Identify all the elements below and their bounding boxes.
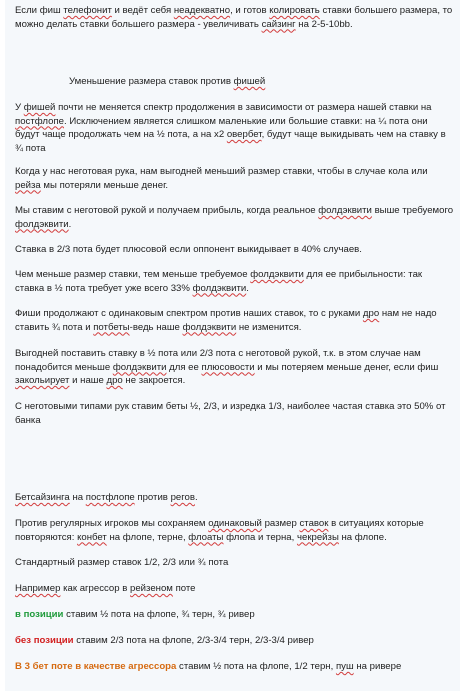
text-run: .	[68, 218, 72, 230]
text-run: У	[15, 102, 24, 113]
line-3bet-pot	[15, 660, 454, 674]
text-run: ставим ½ пота на флопе, 1/2 терн,	[176, 661, 336, 672]
text-run: не изменится.	[236, 321, 302, 333]
misspelled-word: фолдэквити	[182, 321, 237, 333]
paragraph-less-size	[15, 268, 454, 295]
text-run: размер	[261, 518, 300, 529]
text-run: -ведь наше	[129, 321, 183, 333]
text-run: не закроется.	[122, 375, 186, 386]
out-of-position-label: без позиции	[15, 635, 74, 646]
text-run: почти не меняется спектр продолжения в зависимости от размера нашей ставки на	[55, 102, 432, 113]
misspelled-word: неадекватно	[173, 5, 231, 16]
misspelled-word: фолдэквити	[15, 218, 69, 230]
misspelled-word: ставок	[299, 518, 329, 529]
misspelled-word: фишей	[233, 76, 266, 87]
text-run: на ривере	[353, 661, 402, 672]
paragraph-spectrum	[15, 101, 454, 155]
misspelled-word: овербет	[226, 129, 262, 140]
text-run: Чем меньше размер ставки, тем меньше требуемое	[15, 269, 251, 280]
misspelled-word: телефонит	[63, 5, 112, 16]
text-run: на	[69, 492, 86, 503]
misspelled-word: постфлопе	[85, 492, 135, 503]
misspelled-word: постфлопе	[15, 115, 64, 127]
misspelled-word: конбет	[77, 531, 107, 543]
text-run: ставим ½ пота на флопе, ¾ терн, ¾ ривер	[63, 609, 255, 620]
text-run: выше требуемого	[371, 205, 454, 216]
text-run: на флопе, терне,	[106, 531, 189, 543]
text-run: Когда у нас неготовая рука, нам выгодней меньший размер ставки, чтобы в случае кола или	[15, 166, 428, 177]
paragraph-intro	[15, 4, 454, 31]
paragraph-two-thirds: Ставка в 2/3 пота будет плюсовой если оппонент выкидывает в 40% случаев.	[15, 244, 362, 255]
text-run: Мы ставим с неготовой рукой и получаем прибыль, когда реальное	[15, 205, 319, 216]
heading-text: Уменьшение размера ставок против	[69, 76, 234, 87]
misspelled-word: пуш	[335, 661, 354, 672]
misspelled-word: фолдэквити	[250, 269, 304, 280]
line-in-position	[15, 608, 454, 622]
paragraph-same-spectrum	[15, 307, 454, 334]
text-run: ставки большего размера, то можно делать ставки большего размера - увеличивать	[15, 5, 453, 30]
text-run: и наше	[69, 375, 107, 386]
document-page	[5, 0, 460, 691]
misspelled-word: Бетсайзинга	[15, 492, 70, 503]
text-run: поте	[172, 583, 196, 594]
text-run: .	[194, 492, 198, 503]
text-run: для ее	[166, 361, 202, 373]
misspelled-word: фолдэквити	[192, 282, 247, 294]
text-run: . Исключением является слишком маленькие или большие ставки: на ¼ пота они будут чаще продолжать чем на ½ пота, а на х2	[15, 115, 428, 140]
text-run: флопа и терна,	[223, 531, 297, 543]
misspelled-word: колировать	[269, 5, 320, 16]
misspelled-word: потбеты	[93, 321, 130, 333]
misspelled-word: сайзинг	[261, 18, 296, 30]
text-run: Фиши продолжают с одинаковым спектром против наших ставок, то с руками	[15, 308, 363, 319]
text-run: на флопе.	[338, 531, 387, 543]
misspelled-word: рейзеном	[130, 583, 173, 594]
text-run: на 2-5-10bb.	[295, 18, 353, 30]
misspelled-word: регов	[170, 492, 195, 503]
text-run: для ее прибыльности: так ставка в ½ пота требует уже всего 33%	[15, 269, 423, 294]
misspelled-word: Например	[15, 583, 61, 594]
text-run: , и готов	[230, 5, 270, 16]
text-run: ставим 2/3 пота на флопе, 2/3-3/4 терн, 2/3-3/4 ривер	[73, 635, 314, 646]
paragraph-standard: Стандартный размер ставок 1/2, 2/3 или ¾ пота	[15, 557, 229, 568]
text-run: в ситуациях которые повторяются:	[15, 518, 424, 543]
misspelled-word: чекрейзы	[296, 531, 339, 543]
text-run: против	[134, 492, 171, 503]
paragraph-regulars	[15, 517, 454, 544]
paragraph-better-bet	[15, 347, 454, 388]
text-run: Если фиш	[15, 5, 64, 16]
misspelled-word: дро	[362, 308, 380, 319]
misspelled-word: одинаковый	[208, 518, 262, 529]
misspelled-word: рейза	[15, 179, 41, 191]
text-run: нам не надо ставить ¾ пота и	[15, 308, 437, 333]
paragraph-profit	[15, 204, 454, 231]
text-run: Выгодней поставить ставку в ½ пота или 2/3 пота с неготовой рукой, т.к. в этом случае нам понадобится меньше	[15, 348, 421, 373]
misspelled-word: фолдэквити	[318, 205, 372, 216]
misspelled-word: дро	[106, 375, 123, 386]
misspelled-word: фолдэквити	[112, 361, 167, 373]
misspelled-word: закольирует	[15, 375, 70, 386]
paragraph-bet-types: С неготовыми типами рук ставим беты ½, 2/3, и изредка 1/3, наиболее частая ставка это 50% от банка	[15, 401, 446, 426]
in-position-label: в позиции	[15, 609, 64, 620]
misspelled-word: фишей	[23, 102, 56, 113]
section-heading-fish	[69, 75, 454, 89]
misspelled-word: плюсовости	[201, 361, 255, 373]
misspelled-word: флоаты	[188, 531, 224, 543]
paragraph-negative-hand	[15, 165, 454, 192]
text-run: , будут чаще выкидывать чем на ставку в ¾ пота	[15, 129, 446, 154]
text-run: и мы потеряем меньше денег, если фиш	[254, 361, 439, 373]
text-run: и ведёт себя	[111, 5, 174, 16]
text-run: Против регулярных игроков мы сохраняем	[15, 518, 209, 529]
section-heading-regs	[15, 491, 454, 505]
text-run: .	[246, 282, 249, 294]
line-out-of-position	[15, 634, 454, 648]
text-run: мы потеряли меньше денег.	[40, 179, 169, 191]
text-run: как агрессор в	[60, 583, 131, 594]
3bet-pot-label: В 3 бет поте в качестве агрессора	[15, 661, 177, 672]
paragraph-example	[15, 582, 454, 596]
